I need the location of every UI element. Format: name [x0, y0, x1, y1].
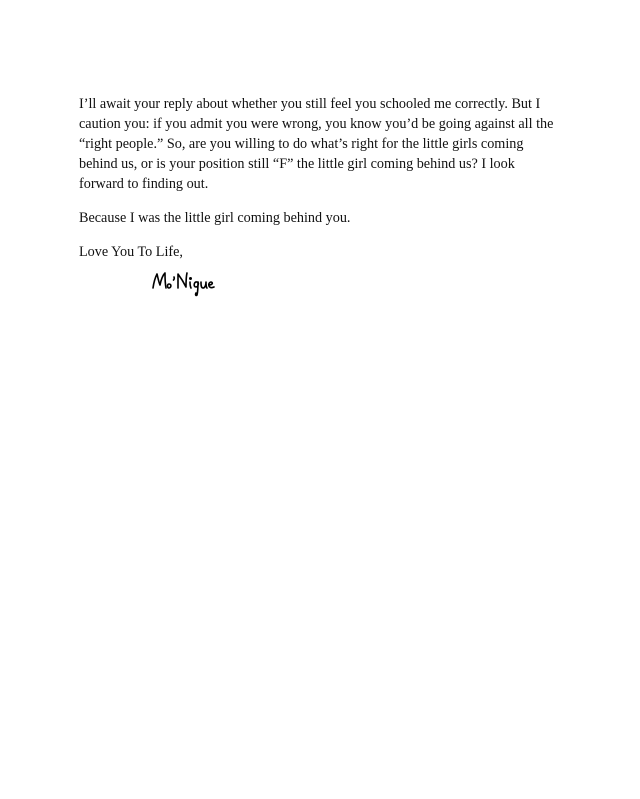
- letter-paragraph-2: Because I was the little girl coming behind you.: [79, 210, 351, 226]
- letter-body: [79, 94, 563, 262]
- letter-closing: Love You To Life,: [79, 244, 183, 260]
- letter-paragraph-1: I’ll await your reply about whether you still feel you schooled me correctly. But I caution you: if you admit you were wrong, you know you’d be going against all the “right people.” So, are you willing to do what’s right for the little girls coming behind us, or is your position still “F” the little girl coming behind us? I look forward to finding out.: [79, 96, 554, 192]
- handwritten-signature: [150, 267, 216, 297]
